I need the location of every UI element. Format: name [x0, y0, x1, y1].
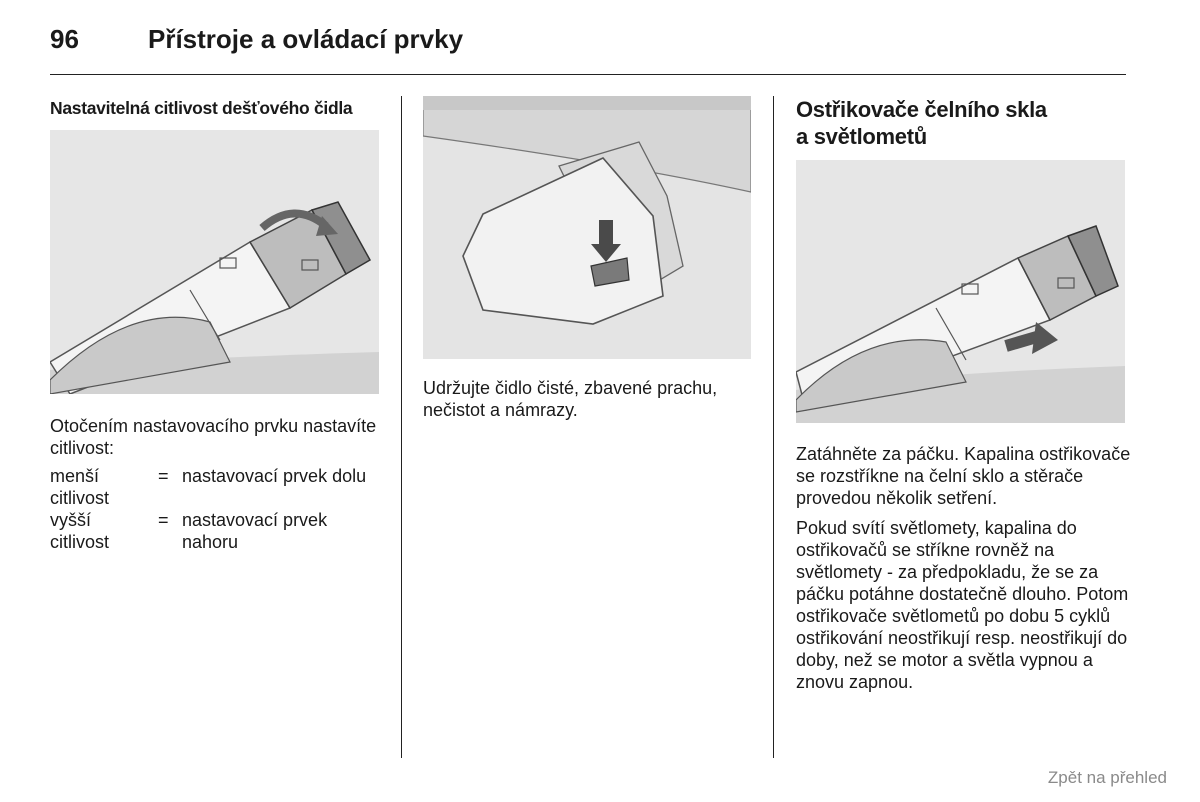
washer-heading [796, 96, 1136, 150]
page-title: Přístroje a ovládací prvky [148, 24, 464, 54]
rain-sensor-subheading: Nastavitelná citlivost dešťového čidla [50, 98, 353, 118]
definition-equals: = [158, 466, 169, 486]
page-number: 96 [50, 24, 79, 54]
washer-paragraph: Zatáhněte za páčku. Kapalina ostřikovače se rozstříkne na čelní sklo a stěrače provedou několik setření. [796, 444, 1131, 508]
washer-stalk-illustration [796, 160, 1125, 423]
column-divider-left [401, 96, 402, 758]
definition-row [50, 509, 380, 553]
washer-paragraph: Pokud svítí světlomety, kapalina do ostřikovačů se stříkne rovněž na světlomety - za předpokladu, že se za páčku potáhne dostatečně dlouho. Potom ostřikovače světlometů po dobu 5 cyklů ostřikování neostřikují resp. neostřikují do doby, než se motor a světla vypnou a znovu zapnou. [796, 518, 1129, 692]
intro-paragraph: Otočením nastavovacího prvku nastavíte citlivost: [50, 416, 377, 458]
definition-row [50, 465, 380, 509]
column-divider-right [773, 96, 774, 758]
sensitivity-definitions [50, 465, 380, 553]
definition-term: vyšší citlivost [50, 510, 110, 552]
definition-value: nastavovací prvek nahoru [182, 510, 328, 552]
definition-equals: = [158, 510, 169, 530]
sensor-care-text [423, 377, 758, 429]
header-divider [50, 74, 1126, 75]
rain-sensor-illustration [423, 96, 751, 359]
sensitivity-intro-text [50, 415, 380, 467]
stalk-sensitivity-illustration [50, 130, 379, 394]
washer-instructions [796, 443, 1132, 701]
washer-heading-line1: Ostřikovače čelního skla [796, 97, 1047, 122]
sensor-care-paragraph: Udržujte čidlo čisté, zbavené prachu, nečistot a námrazy. [423, 378, 718, 420]
washer-heading-line2: a světlometů [796, 124, 927, 149]
definition-term: menší citlivost [50, 466, 110, 508]
back-to-overview-link[interactable]: Zpět na přehled [1047, 768, 1167, 787]
definition-value: nastavovací prvek dolu [182, 466, 367, 486]
